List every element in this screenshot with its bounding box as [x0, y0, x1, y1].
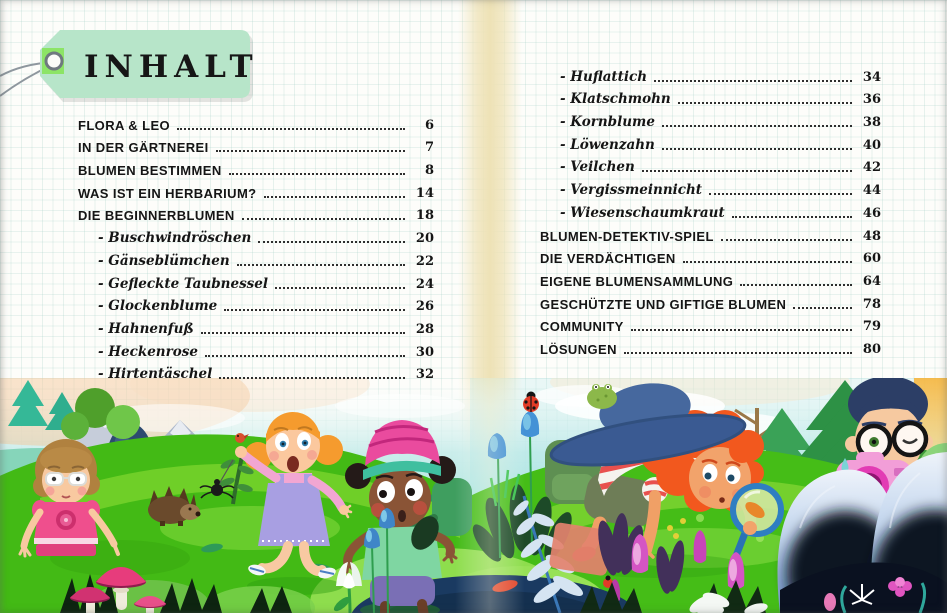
toc-entry-label: COMMUNITY [540, 319, 624, 335]
toc-entry [78, 179, 434, 202]
toc-entry-label: - Hahnenfuß [98, 320, 194, 337]
toc-entry [540, 267, 881, 290]
toc-entry-label: GESCHÜTZTE UND GIFTIGE BLUMEN [540, 296, 787, 312]
toc-entry [78, 293, 434, 316]
toc-entry-page: 44 [862, 183, 881, 199]
toc-entry-page: 34 [862, 69, 881, 85]
toc-entry-page: 38 [862, 115, 881, 131]
toc-entry-page: 46 [862, 205, 881, 221]
toc-entry [78, 270, 434, 293]
dotted-leader [654, 80, 852, 82]
toc-entry-page: 8 [424, 163, 434, 179]
toc-entry-page: 22 [415, 253, 434, 269]
meadow-illustration [0, 378, 947, 613]
dotted-leader [275, 287, 405, 289]
dotted-leader [205, 355, 405, 357]
dotted-leader [229, 173, 405, 175]
toc-entry-label: - Heckenrose [98, 343, 198, 360]
page-title: INHALT [84, 49, 259, 85]
pinafore-dress [258, 483, 330, 546]
toc-entry-page: 40 [862, 137, 881, 153]
dotted-leader [237, 264, 405, 266]
toc-entry-label: LÖSUNGEN [540, 341, 617, 357]
toc-entry-label: - Kornblume [560, 114, 655, 131]
toc-entry-page: 42 [862, 160, 881, 176]
toc-entry [540, 176, 881, 199]
toc-entry [540, 313, 881, 336]
toc-entry [540, 131, 881, 154]
toc-entry [78, 202, 434, 225]
toc-entry-label: - Gefleckte Taubnessel [98, 275, 269, 292]
toc-entry-page: 26 [415, 299, 434, 315]
toc-entry-page: 24 [415, 276, 434, 292]
tiny-bird [235, 433, 245, 443]
dotted-leader [216, 150, 405, 152]
toc-entry-page: 7 [424, 140, 434, 156]
toc-entry [540, 154, 881, 177]
tag-eyelet [46, 53, 62, 69]
dotted-leader [740, 284, 852, 286]
toc-entry-label: BLUMEN-DETEKTIV-SPIEL [540, 228, 714, 244]
toc-entry [540, 86, 881, 109]
gutter-glow [455, 378, 525, 613]
open-mouth [398, 510, 406, 522]
dotted-leader [264, 196, 405, 198]
toc-entry-page: 48 [862, 228, 881, 244]
toc-entry-page: 78 [862, 296, 881, 312]
toc-entry [78, 338, 434, 361]
toc-entry-page: 64 [862, 273, 881, 289]
toc-right-column [540, 63, 881, 358]
toc-entry-label: - Huflattich [560, 68, 648, 85]
dotted-leader [631, 329, 852, 331]
toc-entry-label: WAS IST EIN HERBARIUM? [78, 185, 257, 201]
dotted-leader [224, 309, 405, 311]
toc-entry [540, 245, 881, 268]
toc-entry-label: - Hirtentäschel [98, 366, 213, 383]
toc-entry-page: 14 [415, 185, 434, 201]
dotted-leader [201, 332, 405, 334]
toc-entry [540, 108, 881, 131]
toc-entry [78, 315, 434, 338]
dotted-leader [242, 218, 405, 220]
toc-entry-page: 32 [415, 367, 434, 383]
toc-entry-page: 18 [415, 208, 434, 224]
toc-entry-label: - Gänseblümchen [98, 252, 230, 269]
toc-entry [78, 361, 434, 384]
toc-entry [540, 290, 881, 313]
toc-entry-label: - Wiesenschaumkraut [560, 204, 725, 221]
toc-entry [78, 224, 434, 247]
dotted-leader [662, 125, 852, 127]
toc-entry-page: 60 [862, 251, 881, 267]
toc-entry [540, 199, 881, 222]
dotted-leader [683, 261, 852, 263]
toc-entry [78, 156, 434, 179]
toc-entry [540, 222, 881, 245]
toc-entry-page: 80 [862, 341, 881, 357]
dotted-leader [642, 170, 852, 172]
dotted-leader [258, 241, 405, 243]
toc-entry-page: 6 [424, 117, 434, 133]
toc-entry-label: - Klatschmohn [560, 91, 671, 108]
toc-entry-label: FLORA & LEO [78, 117, 171, 133]
dotted-leader [624, 352, 852, 354]
toc-entry-page: 79 [862, 319, 881, 335]
dotted-leader [662, 148, 852, 150]
toc-entry-page: 30 [415, 344, 434, 360]
toc-left-column [78, 111, 434, 383]
toc-entry-label: IN DER GÄRTNEREI [78, 140, 209, 156]
toc-entry-label: EIGENE BLUMENSAMMLUNG [540, 273, 734, 289]
toc-entry-label: - Veilchen [560, 159, 635, 176]
toc-entry-label: - Vergissmeinnicht [560, 182, 703, 199]
toc-entry-label: BLUMEN BESTIMMEN [78, 163, 222, 179]
toc-entry-label: - Buschwindröschen [98, 230, 252, 247]
toc-entry-page: 28 [415, 321, 434, 337]
toc-entry [540, 63, 881, 86]
toc-entry-label: - Löwenzahn [560, 136, 655, 153]
dotted-leader [793, 307, 852, 309]
open-mouth [287, 456, 299, 472]
dotted-leader [732, 216, 852, 218]
dotted-leader [721, 239, 852, 241]
toc-entry [78, 247, 434, 270]
toc-entry-label: - Glockenblume [98, 298, 218, 315]
toc-entry-label: DIE BEGINNERBLUMEN [78, 208, 235, 224]
toc-entry-label: DIE VERDÄCHTIGEN [540, 251, 676, 267]
toc-entry-page: 20 [415, 231, 434, 247]
toc-entry-page: 36 [862, 92, 881, 108]
dotted-leader [177, 128, 405, 130]
dotted-leader [678, 102, 852, 104]
toc-entry [78, 134, 434, 157]
dotted-leader [219, 377, 405, 379]
dotted-leader [709, 193, 852, 195]
toc-entry [540, 335, 881, 358]
toc-entry [78, 111, 434, 134]
